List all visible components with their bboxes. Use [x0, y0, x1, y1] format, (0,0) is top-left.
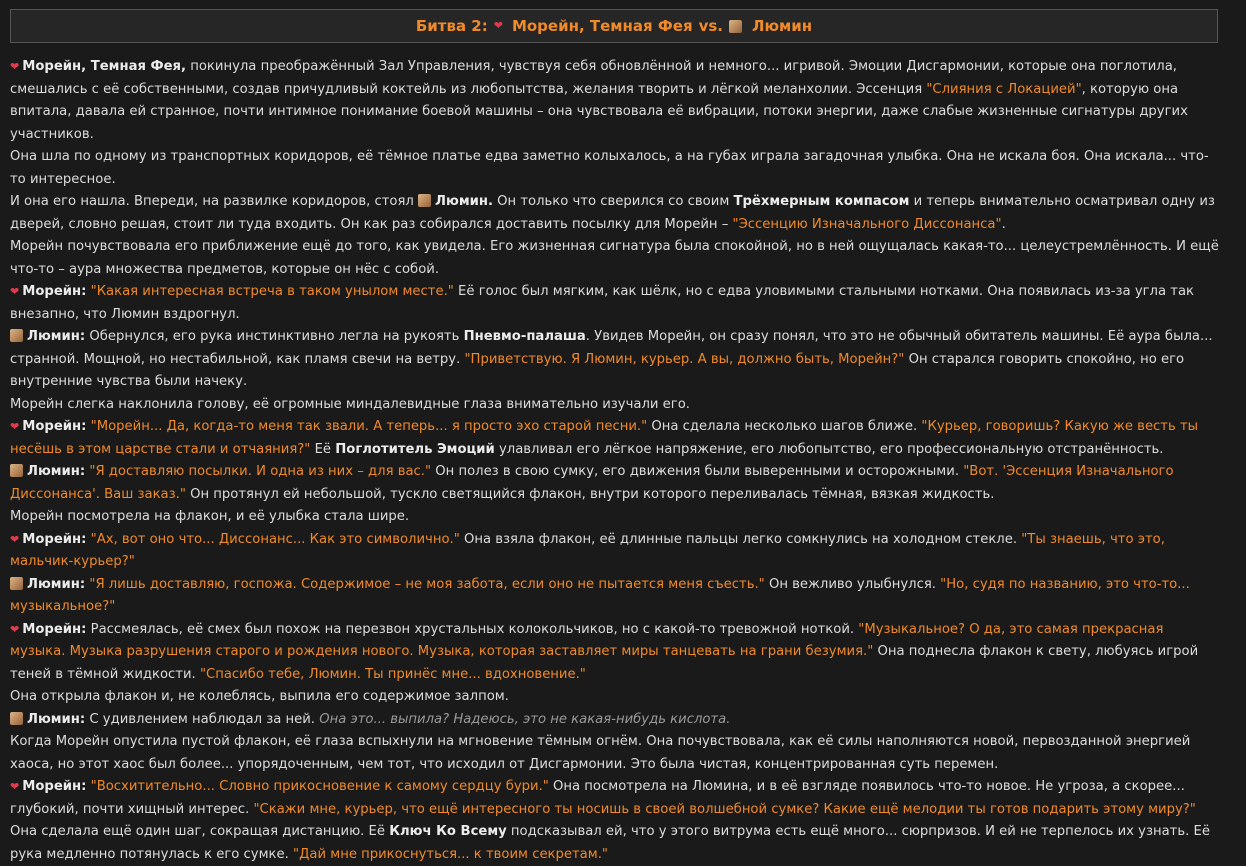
narration-text: Она взяла флакон, её длинные пальцы легко сомкнулись на холодном стекле. — [459, 531, 1022, 547]
parcel-icon — [10, 577, 23, 590]
narration-text: улавливал его лёгкое напряжение, его любопытство, его профессиональную отстранённость. — [494, 441, 1164, 457]
story-paragraph — [10, 619, 1220, 687]
parcel-icon — [10, 464, 23, 477]
dialogue-quote: "Музыкальное? О да, это самая прекрасная музыка. Музыка разрушения старого и рождения нового. Музыка, которая заставляет миры танцевать на грани безумия." — [10, 621, 1164, 659]
dialogue-quote: "Какая интересная встреча в таком унылом месте." — [90, 284, 454, 299]
narration-text: Он старался говорить спокойно, но его внутренние чувства были начеку. — [10, 351, 1185, 389]
speaker-or-term: Люмин: — [27, 464, 86, 479]
dialogue-quote: "Ты знаешь, что это, мальчик-курьер?" — [10, 531, 1165, 569]
narration-text: Она шла по одному из транспортных коридоров, её тёмное платье едва заметно колыхалось, а на губах играла загадочная улыбка. Она не искала боя. Она искала... что-то интересное. — [10, 149, 1209, 187]
inner-thought: Она это... выпила? Надеюсь, это не какая-нибудь кислота. — [319, 711, 731, 727]
dialogue-quote: "Слияния с Локацией" — [926, 81, 1082, 97]
story-paragraph — [10, 281, 1220, 326]
narration-text: Он протянул ей небольшой, тускло светящийся флакон, внутри которого переливалась тёмная, вязкая жидкость. — [185, 486, 995, 502]
story-paragraph — [10, 416, 1220, 461]
story-paragraph — [10, 146, 1220, 191]
dialogue-quote: "Восхитительно... Словно прикосновение к самому сердцу бури." — [90, 779, 549, 794]
narration-text: Она открыла флакон и, не колеблясь, выпила его содержимое залпом. — [10, 689, 509, 704]
narration-text: . — [1001, 216, 1006, 232]
speaker-or-term: Трёхмерным компасом — [733, 194, 910, 209]
speaker-or-term: Морейн: — [22, 531, 87, 547]
speaker-or-term: Ключ Ко Всему — [389, 824, 507, 839]
story-paragraph — [10, 709, 1220, 732]
narration-text: И она его нашла. Впереди, на развилке коридоров, стоял — [10, 194, 419, 209]
parcel-icon — [10, 329, 23, 342]
dialogue-quote: "Спасибо тебе, Люмин. Ты принёс мне... вдохновение." — [199, 666, 586, 682]
story-paragraph — [10, 191, 1220, 236]
narration-text: Он вежливо улыбнулся. — [764, 576, 941, 592]
heart-icon: ❤ — [10, 622, 20, 636]
narration-text: Она посмотрела на Люмина, и в её взгляде появилось что-то новое. Не угроза, а скорее... глубокий, почти хищный интерес. — [10, 779, 1185, 817]
dialogue-quote: "Приветствую. Я Люмин, курьер. А вы, должно быть, Морейн?" — [464, 351, 905, 367]
narration-text: Рассмеялась, её смех был похож на перезвон хрустальных колокольчиков, но с какой-то тревожной ноткой. — [86, 621, 859, 637]
narration-text: подсказывал ей, что у этого витрума есть ещё много... сюрпризов. И ей не терпелось их узнать. Её рука медленно потянулась к его сумке. — [10, 824, 1210, 862]
narration-text: Морейн почувствовала его приближение ещё до того, как увидела. Его жизненная сигнатура была спокойной, но в ней ощущалась какая-то... целеустремлённость. И ещё что-то – аура множества предметов, которые он нёс с собой. — [10, 239, 1219, 277]
narration-text: Морейн посмотрела на флакон, и её улыбка стала шире. — [10, 509, 410, 524]
story-paragraph — [10, 506, 1220, 529]
narration-text: . Увидев Морейн, он сразу понял, что это не обычный обитатель машины. Её аура была... странной. Мощной, но нестабильной, как пламя свечи на ветру. — [10, 329, 1213, 367]
speaker-or-term: Поглотитель Эмоций — [335, 441, 495, 457]
battle-title — [10, 9, 1218, 43]
heart-icon: ❤ — [10, 285, 20, 298]
narration-text: Она сделала несколько шагов ближе. — [647, 419, 922, 434]
speaker-or-term: Пневмо-палаша — [463, 329, 586, 344]
story-paragraph — [10, 326, 1220, 394]
narration-text: , которую она впитала, давала ей странное, почти интимное понимание боевой машины – она чувствовала её вибрации, потоки энергии, даже слабые жизненные сигнатуры других участников. — [10, 81, 1188, 142]
narration-text: Он полез в свою сумку, его движения были выверенными и осторожными. — [431, 464, 964, 479]
parcel-icon — [10, 712, 23, 725]
dialogue-quote: "Курьер, говоришь? Какую же весть ты несёшь в этом царстве стали и отчаяния?" — [10, 419, 1199, 457]
heart-icon: ❤ — [493, 18, 503, 32]
heart-icon: ❤ — [10, 420, 20, 433]
story-paragraph — [10, 686, 1220, 709]
dialogue-quote: "Скажи мне, курьер, что ещё интересного ты носишь в своей волшебной сумке? Какие ещё мелодии ты готов подарить этому миру?" — [253, 801, 1196, 817]
speaker-or-term: Морейн: — [22, 621, 87, 637]
parcel-icon — [729, 20, 742, 33]
dialogue-quote: "Я лишь доставляю, госпожа. Содержимое – не моя забота, если оно не пытается меня съесть." — [89, 576, 765, 592]
narration-text: и теперь внимательно осматривал одну из дверей, словно решая, стоит ли туда входить. Он как раз собирался доставить посылку для Морейн – — [10, 194, 1215, 232]
speaker-or-term: Люмин: — [27, 329, 86, 344]
dialogue-quote: "Эссенцию Изначального Диссонанса" — [732, 216, 1002, 232]
battle-number: Битва 2: — [415, 16, 488, 35]
fighter-left-name: Морейн, Темная Фея — [511, 16, 693, 35]
speaker-or-term: Морейн: — [22, 419, 87, 434]
parcel-icon — [418, 194, 431, 207]
narration-text: Её голос был мягким, как шёлк, но с едва уловимыми стальными нотками. Она появилась из-за угла так внезапно, что Люмин вздрогнул. — [10, 284, 1194, 322]
dialogue-quote: "Морейн... Да, когда-то меня так звали. А теперь... я просто эхо старой песни." — [90, 419, 648, 434]
story-paragraph — [10, 529, 1220, 574]
narration-text: Он только что сверился со своим — [492, 194, 734, 209]
heart-icon: ❤ — [10, 532, 20, 546]
story-paragraph — [10, 394, 1220, 417]
narration-text: Она поднесла флакон к свету, любуясь игрой теней в тёмной жидкости. — [10, 644, 1199, 682]
narration-text: Обернулся, его рука инстинктивно легла на рукоять — [85, 329, 464, 344]
speaker-or-term: Люмин. — [435, 194, 493, 209]
dialogue-quote: "Я доставляю посылки. И одна из них – для вас." — [89, 464, 432, 479]
dialogue-quote: "Вот. 'Эссенция Изначального Диссонанса'. Ваш заказ." — [10, 464, 1174, 502]
battle-story — [10, 56, 1220, 866]
fighter-right-name: Люмин — [751, 16, 813, 35]
dialogue-quote: "Но, судя по названию, это что-то... музыкальное?" — [10, 576, 1190, 614]
story-paragraph — [10, 56, 1220, 146]
narration-text: Её — [310, 441, 336, 457]
speaker-or-term: Морейн: — [22, 284, 87, 299]
heart-icon: ❤ — [10, 780, 20, 793]
story-paragraph — [10, 731, 1220, 776]
story-paragraph — [10, 236, 1220, 281]
story-paragraph — [10, 461, 1220, 506]
narration-text: Она сделала ещё один шаг, сокращая дистанцию. Её — [10, 824, 390, 839]
narration-text: Морейн слегка наклонила голову, её огромные миндалевидные глаза внимательно изучали его. — [10, 396, 690, 412]
dialogue-quote: "Ах, вот оно что... Диссонанс... Как это символично." — [90, 531, 460, 547]
versus-label: vs. — [698, 16, 723, 35]
dialogue-quote: "Дай мне прикоснуться... к твоим секретам." — [293, 846, 608, 862]
speaker-or-term: Морейн, Темная Фея, — [22, 59, 187, 74]
narration-text: С удивлением наблюдал за ней. — [85, 711, 320, 727]
narration-text: Когда Морейн опустила пустой флакон, её глаза вспыхнули на мгновение тёмным огнём. Она почувствовала, как её силы наполняются новой, первозданной энергией хаоса, но этот хаос был более... упорядоченным, чем тот, что исходил от Дисгармонии. Это была чистая, концентрированная суть перемен. — [10, 734, 1191, 772]
narration-text: покинула преображённый Зал Управления, чувствуя себя обновлённой и немного... игривой. Эмоции Дисгармонии, которые она поглотила, смешались с её собственными, создав причудливый коктейль из любопытства, желания творить и лёгкой меланхолии. Эссенция — [10, 59, 1177, 97]
speaker-or-term: Морейн: — [22, 779, 87, 794]
heart-icon: ❤ — [10, 60, 20, 73]
speaker-or-term: Люмин: — [27, 576, 86, 592]
speaker-or-term: Люмин: — [27, 711, 86, 727]
story-paragraph — [10, 574, 1220, 619]
story-paragraph — [10, 776, 1220, 866]
